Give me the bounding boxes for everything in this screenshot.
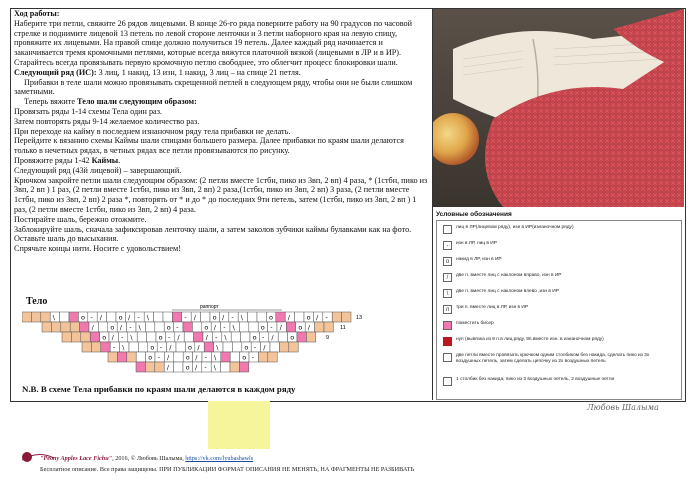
chart-cell <box>129 342 138 352</box>
chart-cell <box>289 342 298 352</box>
chart-cell <box>276 312 285 322</box>
chart-symbol: / <box>169 343 172 352</box>
yellow-note-block <box>208 401 270 449</box>
chart-title: Тело <box>26 296 48 307</box>
legend-text: лиц в ЛР(лицевом ряду), изн в ИР(изнаночном ряду) <box>456 225 574 230</box>
chart-symbol: / <box>91 323 94 332</box>
instr-p7: При переходе на кайму в последнем изнаночном ряду тела прибавки не делать. <box>14 126 291 136</box>
chart-cell <box>98 322 107 332</box>
crochet-decrease-icon <box>443 353 452 362</box>
legend-item-picot <box>443 377 673 386</box>
instr-p5: Провязать ряды 1-14 схемы Тела один раз. <box>14 106 162 116</box>
legend-item-k3tog <box>443 305 528 314</box>
legend-text: поместить бисер <box>456 321 494 326</box>
chart-cell <box>69 312 78 322</box>
chart-symbol: \ <box>52 313 56 322</box>
legend-item-yo <box>443 257 502 266</box>
yarn-over-icon: o <box>443 257 452 266</box>
instr-p1: Наберите три петли, свяжите 26 рядов лицевыми. В конце 26-го ряда поверните работу на 90 градусов по часовой стрелке и поднимите лицевой 13 петель по левой стороне ленточки и 3 петли наборного края на левую спицу, провяжите их лицевыми. На правой спице должно получиться 19 петель. Далее каждый ряд начинается и заканчивается тремя кромочными петлями, которые всегда вяжутся платочной вязкой (лицевыми в ЛР и в ИР). Старайтесь всегда провязывать первую кромочную петлю свободнее, это облегчит процесс блокировки шали. <box>14 18 412 67</box>
chart-symbol: / <box>128 313 131 322</box>
chart-cell <box>239 362 248 372</box>
chart-symbol: - <box>168 333 171 342</box>
chart-symbol: \ <box>216 343 219 352</box>
legend-item-ssk <box>443 289 559 298</box>
knitting-chart <box>22 302 394 380</box>
chart-cell <box>176 342 185 352</box>
k2tog-icon: / <box>443 273 452 282</box>
instr-p15: Спрячьте концы нити. Носите с удовольствием! <box>14 244 181 254</box>
chart-cell <box>51 322 60 332</box>
chart-symbol: \ <box>224 333 227 342</box>
chart-symbol: \ <box>232 323 235 332</box>
chart-symbol: - <box>325 313 328 322</box>
legend-item-crochet-dec <box>443 353 673 364</box>
instr-p9-pre: Провяжите ряды 1-42 <box>14 155 92 165</box>
chart-cell <box>231 332 240 342</box>
chart-symbol: / <box>271 333 274 342</box>
chart-note: N.B. В схеме Тела прибавки по краям шали делаются в каждом ряду <box>22 384 296 394</box>
chart-cell <box>91 342 100 352</box>
chart-cell <box>154 312 163 322</box>
chart-symbol: o <box>148 353 153 362</box>
chart-symbol: o <box>185 363 190 372</box>
chart-symbol: - <box>204 353 207 362</box>
chart-cell <box>192 322 201 332</box>
chart-cell <box>155 322 164 332</box>
chart-cell <box>138 342 147 352</box>
chart-symbol: o <box>102 333 107 342</box>
chart-cell <box>136 352 145 362</box>
chart-symbol: - <box>137 313 140 322</box>
instr-p13: Заблокируйте шаль, сначала зафиксировав ленточку шали, а затем заколов зубчики каймы булавками как на фото. <box>14 224 412 234</box>
chart-cell <box>241 332 250 342</box>
row-label-13: 13 <box>356 315 363 321</box>
bead-icon <box>443 321 452 330</box>
chart-cell <box>230 352 239 362</box>
chart-cell <box>107 312 116 322</box>
chart-symbol: - <box>215 333 218 342</box>
chart-symbol: o <box>269 313 273 322</box>
chart-symbol: \ <box>213 363 217 372</box>
chart-cell <box>183 322 192 332</box>
chart-cell <box>174 362 183 372</box>
chart-symbol: - <box>231 313 234 322</box>
chart-cell <box>70 322 79 332</box>
picot-icon <box>443 377 452 386</box>
chart-grid <box>22 312 351 372</box>
chart-symbol: \ <box>122 343 125 352</box>
chart-cell <box>342 312 351 322</box>
chart-symbol: o <box>260 323 265 332</box>
chart-cell <box>257 312 266 322</box>
footer-brand: "Peony Apples Lace Fichu" <box>40 455 113 462</box>
chart-symbol: o <box>166 323 171 332</box>
chart-cell <box>172 312 181 322</box>
legend-text: 1 столбик без накида, пико из 3 воздушных петель, 2 воздушные петли <box>456 377 615 382</box>
chart-symbol: \ <box>214 353 217 362</box>
chart-cell <box>147 332 156 342</box>
chart-cell <box>174 352 183 362</box>
chart-symbol: / <box>119 323 123 332</box>
chart-symbol: o <box>244 343 249 352</box>
chart-cell <box>136 362 145 372</box>
instr-p9-post: . <box>118 155 121 165</box>
chart-cell <box>324 322 333 332</box>
row-label-11: 11 <box>340 325 346 331</box>
nupp-icon <box>443 337 452 346</box>
legend-text: две п. вместе лиц с наклоном вправо, изн в ИР <box>456 273 562 278</box>
chart-cell <box>145 322 154 332</box>
chart-cell <box>306 332 315 342</box>
chart-symbol: - <box>112 343 116 352</box>
chart-symbol: / <box>166 363 170 372</box>
instr-p14: Оставьте шаль до высыхания. <box>14 234 119 244</box>
k3tog-icon: л <box>443 305 452 314</box>
chart-cell <box>90 332 99 342</box>
chart-cell <box>184 332 193 342</box>
chart-symbol: o <box>242 353 247 362</box>
legend-item-k2tog <box>443 273 562 282</box>
instr-p11: Крючком закройте петли шали следующим образом: (2 петли вместе 1стбн, пико из 3вп, 2 вп) 4 раза, * (1стбн, пико из 3вп, 2 вп ) 1 раз, (2 петли вместе 1стбн, пико из 3вп, 2 вп) 2 раза,(1стбн, пико из 3вп, 2 вп) 3 раза, (2 петли вместе 1стбн, пико из 3вп, 2 вп) 2 раза *, повторять от * и до * до последних 9ти петель, затем (1стбн, пико из 3вп, 2 вп ) 1 раз, (2 петли вместе 1стбн, пико из 3вп, 2 вп) 4 раза. <box>14 175 428 214</box>
chart-symbol: - <box>157 353 160 362</box>
chart-cell <box>232 342 241 352</box>
chart-symbol: \ <box>130 333 133 342</box>
chart-symbol: o <box>212 313 217 322</box>
footer-mid: , 2016, © Любовь Шалыма, <box>112 455 186 462</box>
chart-cell <box>101 342 110 352</box>
instr-p6: Затем повторять ряды 9-14 желаемое количество раз. <box>14 116 200 126</box>
chart-cell <box>80 322 89 332</box>
instructions-heading: Ход работы: <box>14 9 60 18</box>
chart-cell <box>221 352 230 362</box>
legend-text: накид в ЛР, изн в ИР <box>456 257 502 262</box>
chart-cell <box>201 312 210 322</box>
chart-cell <box>81 332 90 342</box>
chart-symbol: o <box>204 323 209 332</box>
chart-symbol: - <box>251 353 254 362</box>
purl-symbol-icon: - <box>443 241 452 250</box>
chart-symbol: o <box>188 343 192 352</box>
legend-text: три п. вместе лиц в ЛР, изн в ИР <box>456 305 529 310</box>
chart-symbol: / <box>287 313 291 322</box>
chart-cell <box>145 362 154 372</box>
chart-cell <box>204 342 213 352</box>
chart-cell <box>31 312 40 322</box>
footer-line-1 <box>40 455 253 462</box>
instr-p2-text: 3 лиц, 1 накид, 13 изн, 1 накид, 3 лиц – на спице 21 петля. <box>96 67 301 77</box>
chart-symbol: o <box>150 343 155 352</box>
instr-p8: Перейдите к вязанию схемы Каймы шали спицами большего размера. Далее прибавки по краям шали делаются только в нечетных рядах, в четных рядах все петли провязываются по рисунку. <box>14 136 404 156</box>
chart-cell <box>60 312 69 322</box>
chart-symbol: / <box>111 333 114 342</box>
legend-box <box>436 220 682 400</box>
instr-p3: Прибавки в теле шали можно провязывать скрещенной петлей в следующем ряду, чтобы они не были слишком заметными. <box>14 77 413 97</box>
shawl-photo <box>433 9 684 207</box>
chart-symbol: o <box>290 333 295 342</box>
chart-symbol: o <box>185 353 190 362</box>
chart-cell <box>295 312 304 322</box>
chart-cell <box>41 312 50 322</box>
chart-cell <box>117 352 126 362</box>
chart-symbol: / <box>205 333 208 342</box>
chart-symbol: o <box>306 313 311 322</box>
chart-cell <box>82 342 91 352</box>
chart-symbol: / <box>195 363 198 372</box>
instr-p9-bold: Каймы <box>91 155 119 165</box>
chart-symbol: - <box>176 323 179 332</box>
chart-cell <box>163 312 172 322</box>
chart-symbol: - <box>121 333 124 342</box>
instr-p9 <box>14 156 428 166</box>
legend-panel <box>434 207 684 400</box>
chart-symbol: / <box>193 313 197 322</box>
chart-cell <box>155 362 164 372</box>
chart-symbol: / <box>263 343 266 352</box>
chart-symbol: o <box>81 313 85 322</box>
chart-symbol: / <box>99 313 103 322</box>
chart-symbol: / <box>167 353 170 362</box>
chart-cell <box>315 322 324 332</box>
chart-symbol: / <box>177 333 180 342</box>
chart-cell <box>42 322 51 332</box>
instr-p2-label: Следующий ряд (ИС): <box>14 67 97 77</box>
instructions-column <box>14 9 428 254</box>
chart-cell <box>239 322 248 332</box>
chart-symbol: - <box>253 343 257 352</box>
chart-symbol: - <box>262 333 265 342</box>
chart-symbol: / <box>279 323 282 332</box>
chart-symbol: o <box>110 323 115 332</box>
chart-symbol: / <box>222 313 225 322</box>
legend-item-nupp <box>443 337 604 346</box>
instr-p4-bold: Тело шали следующим образом: <box>77 97 197 107</box>
instr-p2 <box>14 68 428 78</box>
chart-cell <box>71 332 80 342</box>
instr-p10: Следующий ряд (43й лицевой) – завершающий. <box>14 165 182 175</box>
chart-symbol: o <box>298 323 303 332</box>
legend-text: две петли вместе провязать крючком одним столбиком без накида, сделать пико из 3х воздушных петель, затем сделать цепочку из 2х воздушных петель <box>456 353 650 364</box>
chart-symbol: / <box>307 323 311 332</box>
chart-cell <box>127 352 136 362</box>
legend-text: нуп (вывязка из 9 п.в лиц.ряду, 9п.вместе изн. в изнаночном ряду) <box>456 337 604 342</box>
chart-cell <box>230 362 239 372</box>
chart-cell <box>221 362 230 372</box>
legend-text: изн в ЛР, лиц в ИР <box>456 241 497 246</box>
chart-cell <box>249 322 258 332</box>
chart-cell <box>286 322 295 332</box>
chart-cell <box>22 312 31 322</box>
chart-cell <box>137 332 146 342</box>
chart-cell <box>108 352 117 362</box>
chart-symbol: / <box>197 343 200 352</box>
chart-symbol: - <box>184 313 187 322</box>
chart-cell <box>61 322 70 332</box>
legend-text: две п. вместе лиц с наклоном влево ,изн в ИР <box>456 289 559 294</box>
chart-symbol: / <box>195 353 198 362</box>
legend-title: Условные обозначения <box>436 211 512 218</box>
chart-cell <box>223 342 232 352</box>
chart-cell <box>194 332 203 342</box>
knit-symbol-icon <box>443 225 452 234</box>
legend-item-bead <box>443 321 494 330</box>
footer-line-2: Бесплатное описание. Все права защищены. ПРИ ПУБЛИКАЦИИ ФОРМАТ ОПИСАНИЯ НЕ МЕНЯТЬ, НА ФРАГМЕНТЫ НЕ РАЗБИВАТЬ <box>40 466 415 473</box>
chart-cell <box>268 352 277 362</box>
chart-cell <box>297 332 306 342</box>
chart-cell <box>270 342 279 352</box>
chart-symbol: / <box>316 313 319 322</box>
legend-item-purl <box>443 241 497 250</box>
footer-link[interactable]: https://vk.com/lyubashawls <box>185 455 254 462</box>
legend-item-knit <box>443 225 574 234</box>
instr-p12: Постирайте шаль, бережно отожмите. <box>14 214 147 224</box>
ssk-icon: \ <box>443 289 452 298</box>
chart-cell <box>279 342 288 352</box>
instr-p4 <box>14 97 428 107</box>
chart-cell <box>248 312 257 322</box>
chart-symbol: \ <box>138 323 141 332</box>
chart-symbol: \ <box>240 313 244 322</box>
chart-symbol: - <box>90 313 93 322</box>
chart-cell <box>332 312 341 322</box>
chart-symbol: o <box>252 333 257 342</box>
chart-symbol: / <box>213 323 217 332</box>
instr-p4-pre: Теперь вяжите <box>24 97 78 107</box>
chart-symbol: \ <box>146 313 150 322</box>
chart-symbol: o <box>118 313 123 322</box>
author-signature: Любовь Шалыма <box>587 403 659 412</box>
chart-symbol: - <box>204 363 207 372</box>
chart-cell <box>62 332 71 342</box>
chart-cell <box>258 352 267 362</box>
chart-symbol: - <box>159 343 163 352</box>
chart-symbol: - <box>223 323 226 332</box>
chart-cell <box>278 332 287 342</box>
row-label-9: 9 <box>326 335 330 341</box>
rapport-label: раппорт <box>200 304 219 310</box>
chart-symbol: o <box>158 333 163 342</box>
chart-symbol: - <box>129 323 132 332</box>
chart-symbol: - <box>270 323 273 332</box>
